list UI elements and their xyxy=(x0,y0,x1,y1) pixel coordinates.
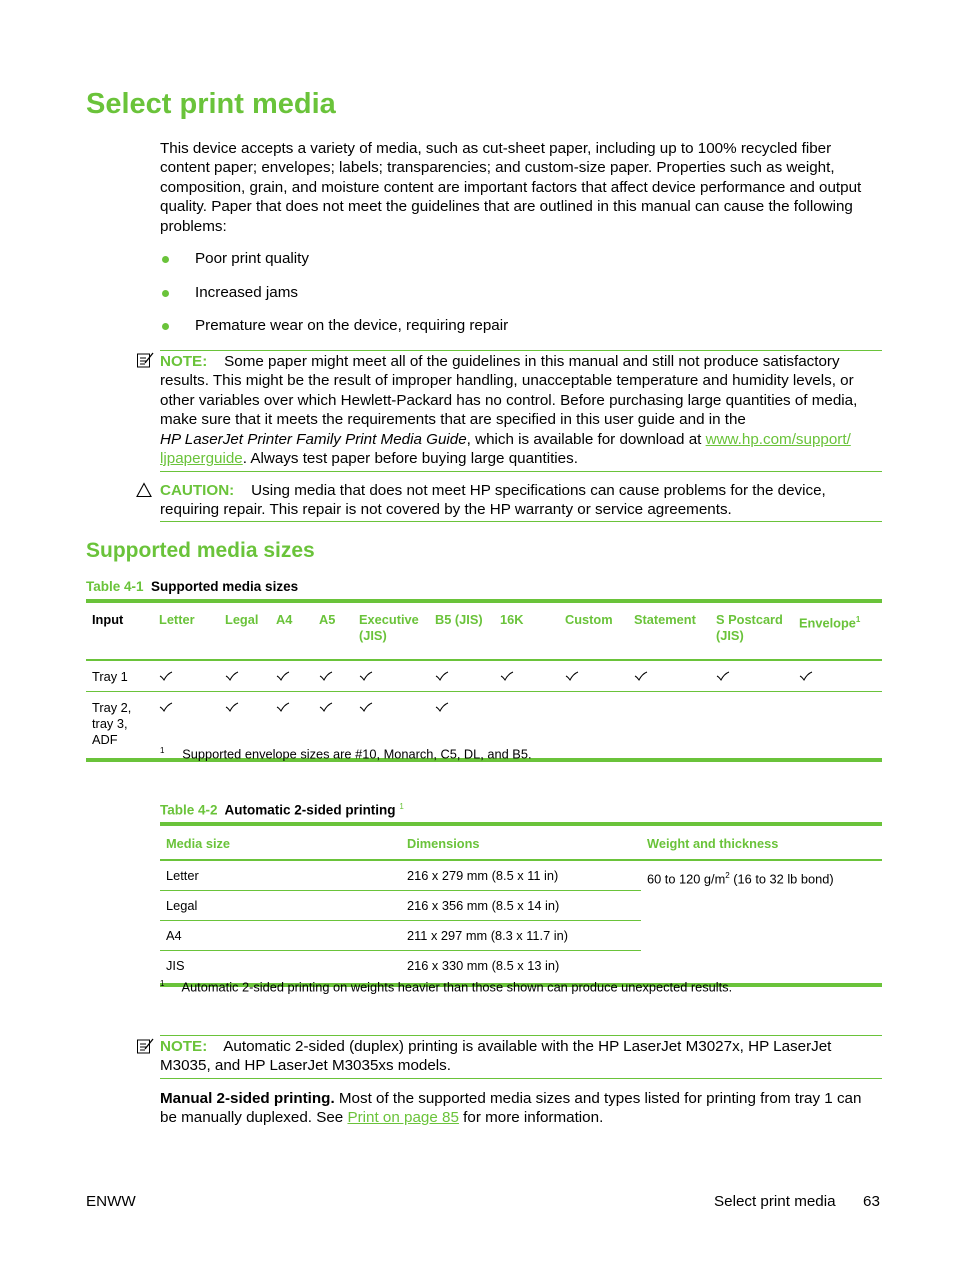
column-header: S Postcard (JIS) xyxy=(716,612,783,643)
empty-cell xyxy=(628,692,710,761)
table2-caption: Table 4-2 Automatic 2-sided printing $^1$ xyxy=(160,802,404,818)
check-icon xyxy=(319,671,333,681)
dimensions-cell: 211 x 297 mm (8.3 x 11.7 in) xyxy=(401,921,641,951)
dimensions-cell: 216 x 356 mm (8.5 x 14 in) xyxy=(401,891,641,921)
media-size-cell: Letter xyxy=(160,860,401,891)
footer-section: Select print media xyxy=(714,1193,836,1210)
table-header-row xyxy=(86,601,882,660)
note-text: Automatic 2-sided (duplex) printing is available with the HP LaserJet M3027x, HP LaserJet M3035, and HP LaserJet M3035xs models. xyxy=(160,1038,832,1075)
note-label: NOTE: xyxy=(160,353,208,370)
manual-duplex-paragraph: Manual 2-sided printing. Most of the supported media sizes and types listed for printing from tray 1 can be manually duplexed. See Print on page 85 for more information. xyxy=(160,1090,862,1127)
check-icon xyxy=(276,702,290,712)
check-icon-cell xyxy=(353,660,429,692)
dimensions-cell: 216 x 330 mm (8.5 x 13 in) xyxy=(407,958,560,973)
caution-box xyxy=(160,481,882,522)
check-icon xyxy=(634,671,648,681)
check-icon-cell xyxy=(559,660,628,692)
column-header: B5 (JIS) xyxy=(435,612,483,627)
manual-duplex-heading: Manual 2-sided printing. xyxy=(160,1090,335,1107)
list-item: Premature wear on the device, requiring repair xyxy=(160,316,508,350)
column-header: Letter xyxy=(159,612,195,627)
duplex-table xyxy=(160,822,882,987)
column-header: A4 xyxy=(276,612,293,627)
row-label: Tray 2, tray 3, ADF xyxy=(92,700,132,747)
media-size-cell: Legal xyxy=(160,891,401,921)
check-icon-cell xyxy=(494,660,559,692)
note-label: NOTE: xyxy=(160,1038,208,1055)
column-header: Legal xyxy=(225,612,259,627)
supported-media-table xyxy=(86,599,882,762)
check-icon xyxy=(225,702,239,712)
bullet-icon xyxy=(162,323,169,330)
column-header: A5 xyxy=(319,612,336,627)
table1-caption: Table 4-1 Supported media sizes xyxy=(86,579,299,594)
problem-list xyxy=(160,249,508,350)
table2-footnote: $^1$ Automatic 2-sided printing on weights heavier than those shown can produce unexpected results. xyxy=(160,979,733,995)
check-icon xyxy=(359,702,373,712)
column-header: 16K xyxy=(500,612,524,627)
footer-left: ENWW xyxy=(86,1193,136,1210)
check-icon xyxy=(500,671,514,681)
intro-paragraph: This device accepts a variety of media, such as cut-sheet paper, including up to 100% recycled fiber content paper; envelopes; labels; transparencies; and custom-size paper. Properties such as weight, composition, grain, and moisture content are important factors that affect device performance and output quality. Paper that does not meet the guidelines that are outlined in this manual can cause the following problems: xyxy=(160,140,862,235)
note-box: NOTE: Some paper might meet all of the guidelines in this manual and still not produce satisfactory results. This might be the result of improper handling, unacceptable temperature and humidity levels, or other variables over which Hewlett-Packard has no control. Before purchasing large quantities of media, make sure that it meets the requirements that are specified in this user guide and in the HP LaserJet Printer Family Print Media Guide, which is available for download at www.hp.com/support/ ljpaperguide. Always test paper before buying large quantities. xyxy=(160,350,882,472)
column-header: Input xyxy=(92,612,124,627)
check-icon-cell xyxy=(313,660,353,692)
check-icon xyxy=(276,671,290,681)
check-icon xyxy=(359,671,373,681)
page-title: Select print media xyxy=(86,88,336,120)
section-title: Supported media sizes xyxy=(86,539,315,562)
column-header: Dimensions xyxy=(407,836,480,851)
media-guide-title: HP LaserJet Printer Family Print Media Guide xyxy=(160,430,467,448)
column-header: Custom xyxy=(565,612,613,627)
check-icon-cell xyxy=(153,660,219,692)
note-icon xyxy=(136,1037,154,1055)
check-icon xyxy=(159,671,173,681)
table1-footnote: $^1$ Supported envelope sizes are #10, Monarch, C5, DL, and B5. xyxy=(160,746,532,762)
check-icon-cell xyxy=(628,660,710,692)
table-row xyxy=(86,660,882,692)
check-icon-cell xyxy=(710,660,793,692)
empty-cell xyxy=(710,692,793,761)
empty-cell xyxy=(793,692,882,761)
media-size-cell: A4 xyxy=(160,921,401,951)
caution-label: CAUTION: xyxy=(160,482,235,499)
note-icon xyxy=(136,351,154,369)
table-header-row xyxy=(160,824,882,860)
check-icon xyxy=(159,702,173,712)
check-icon-cell xyxy=(793,660,882,692)
column-header: Weight and thickness xyxy=(647,836,779,851)
caution-icon xyxy=(136,482,152,498)
bullet-icon xyxy=(162,290,169,297)
check-icon xyxy=(716,671,730,681)
media-size-cell: JIS xyxy=(166,958,185,973)
bullet-icon xyxy=(162,256,169,263)
check-icon-cell xyxy=(429,660,494,692)
page-number: 63 xyxy=(863,1193,880,1210)
list-item: Poor print quality xyxy=(160,249,508,283)
check-icon xyxy=(435,671,449,681)
weight-cell: 60 to 120 $g/m^2$ (16 to 32 lb bond) xyxy=(647,871,834,887)
check-icon xyxy=(319,702,333,712)
row-label: Tray 1 xyxy=(92,669,128,684)
column-header: Envelope$^1$ xyxy=(799,615,861,631)
empty-cell xyxy=(559,692,628,761)
check-icon xyxy=(435,702,449,712)
print-page-link[interactable]: Print on page 85 xyxy=(347,1109,459,1127)
table-row xyxy=(160,860,882,891)
dimensions-cell: 216 x 279 mm (8.5 x 11 in) xyxy=(401,860,641,891)
check-icon xyxy=(799,671,813,681)
check-icon-cell xyxy=(270,660,313,692)
column-header: Statement xyxy=(634,612,696,627)
note-text: Some paper might meet all of the guidelines in this manual and still not produce satisfactory results. This might be the result of improper handling, unacceptable temperature and humidity levels, or other variables over which Hewlett-Packard has no control. Before purchasing large quantities of media, make sure that it meets the requirements that are specified in this user guide and in the xyxy=(160,353,858,429)
check-icon xyxy=(565,671,579,681)
column-header: Media size xyxy=(166,836,231,851)
caution-text: Using media that does not meet HP specifications can cause problems for the device, requiring repair. This repair is not covered by the HP warranty or service agreements. xyxy=(160,482,826,519)
list-item: Increased jams xyxy=(160,283,508,317)
check-icon xyxy=(225,671,239,681)
paperguide-link[interactable]: www.hp.com/support/ ljpaperguide xyxy=(160,430,851,468)
check-icon-cell xyxy=(219,660,270,692)
column-header: Executive (JIS) xyxy=(359,612,419,643)
note-box xyxy=(160,1035,882,1079)
